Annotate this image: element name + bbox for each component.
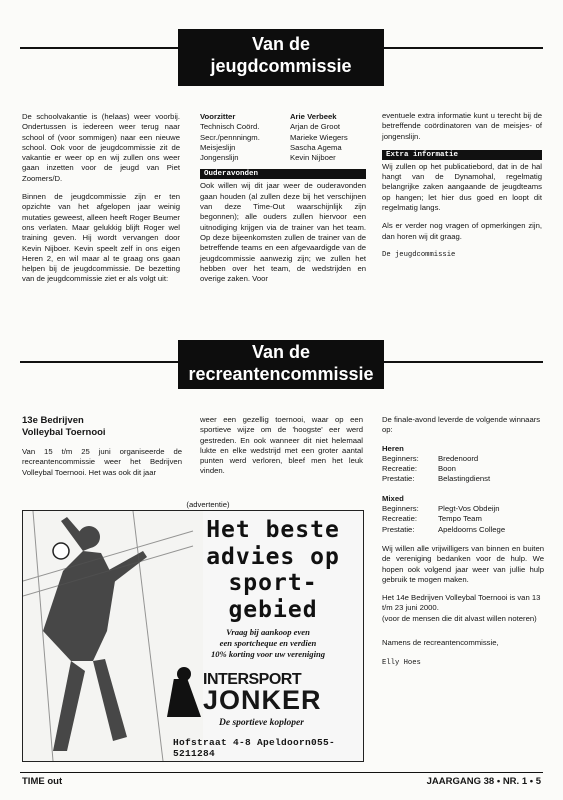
member-name: Sascha Agema (290, 142, 342, 152)
ad-headline-line4: gebied (228, 596, 318, 623)
jeugd-title-line1: Van de (251, 34, 311, 54)
jeugd-title-line2: jeugdcommissie (210, 56, 352, 76)
footer-issue-info: JAARGANG 38 • NR. 1 • 5 (426, 776, 541, 787)
jeugd-paragraph-1: De schoolvakantie is (helaas) weer voorbij. Ondertussen is iedereen weer terug naar school of (voor sommigen) naar een nieuwe school. Ook voor de jeugdcommissie zit de vakantie er weer op en wij zullen ons weer gaan inzetten voor de jeugd van Piet Zoomers/D. (22, 112, 180, 183)
member-name: Arjan de Groot (290, 122, 340, 132)
jeugd-column-2 (200, 112, 366, 284)
ad-headline (183, 517, 363, 623)
winner-category: Prestatie: (382, 524, 415, 534)
next-toernooi-note: (voor de mensen die dit alvast willen noteren) (382, 613, 537, 623)
winner-row (382, 454, 490, 464)
winner-category: Recreatie: (382, 514, 418, 524)
winner-category: Prestatie: (382, 474, 415, 484)
ad-slogan: De sportieve koploper (219, 718, 304, 728)
recreant-column-3 (382, 415, 544, 669)
toernooi-heading-2: Volleybal Toernooi (22, 427, 106, 438)
brand-intersport: INTERSPORT (203, 671, 302, 688)
recreant-signature: Elly Hoes (382, 659, 421, 668)
member-row (200, 122, 366, 132)
winner-row (382, 504, 505, 514)
member-name: Arie Verbeek (290, 112, 337, 121)
jeugd-column-3 (382, 111, 542, 260)
brand-jonker: JONKER (203, 685, 322, 715)
recreant-column-1 (22, 415, 182, 478)
toernooi-heading-1: 13e Bedrijven (22, 415, 84, 426)
jeugd-signature: De jeugdcommissie (382, 250, 456, 259)
ad-offer-line1: Vraag bij aankoop even (226, 627, 310, 637)
winner-row (382, 464, 490, 474)
member-row (200, 153, 366, 163)
member-name: Marieke Wiegers (290, 132, 348, 142)
ad-offer-line2: een sportcheque en verdien (219, 638, 317, 648)
thanks-text: Wij willen alle vrijwilligers van binnen en buiten de vereniging bedanken voor de hulp. We hopen ook volgend jaar weer van jullie hulp gebruik te mogen maken. (382, 543, 544, 584)
footer-rule (20, 772, 543, 773)
winner-team: Plegt-Vos Obdeijn (438, 504, 500, 514)
member-role: Secr./pennningm. (200, 132, 260, 142)
ad-offer (173, 627, 363, 660)
ad-headline-line2: advies op (206, 543, 340, 570)
recreant-title-box (178, 340, 384, 389)
heren-winners (382, 454, 490, 485)
jeugd-col3-paragraph-2: Wij zullen op het publicatiebord, dat in de hal hangt van de Dynamohal, regelmatig belangrijke zaken aangaande de jeugdteams op hangen; let hier dus goed en loopt dit regelmatig langs. (382, 161, 542, 213)
winner-team: Bredenoord (438, 453, 479, 463)
toernooi-paragraph-2: weer een gezellig toernooi, waar op een sportieve wijze om de 'hoogste' eer werd gestreden. En ook wanneer dit niet helemaal lukte en elke wedstrijd met een groter aantal punten werd verloren, bleef men het leuk vinden. (200, 415, 363, 476)
next-toernooi-text: Het 14e Bedrijven Volleybal Toernooi is van 13 t/m 23 juni 2000. (382, 593, 541, 613)
heren-label: Heren (382, 443, 404, 453)
winner-team: Apeldoorns College (438, 524, 506, 534)
namens-text: Namens de recreantencommissie, (382, 638, 499, 648)
member-name: Kevin Nijboer (290, 153, 336, 163)
jeugd-title-box (178, 29, 384, 86)
jeugd-column-1 (22, 112, 180, 293)
ad-headline-line1: Het beste (206, 517, 340, 543)
toernooi-paragraph-1: Van 15 t/m 25 juni organiseerde de recreantencommissie weer het Bedrijven Volleybal Toernooi. Het was ook dit jaar (22, 447, 182, 477)
member-role: Technisch Coörd. (200, 122, 260, 132)
recreant-title-line1: Van de (251, 342, 311, 362)
recreant-title-line2: recreantencommissie (188, 364, 374, 384)
winner-team: Belastingdienst (438, 474, 491, 484)
finale-text: De finale-avond leverde de volgende winnaars op: (382, 415, 541, 435)
winner-team: Boon (438, 464, 456, 474)
member-role: Jongenslijn (200, 153, 239, 163)
winner-row (382, 474, 490, 484)
member-row (200, 143, 366, 153)
winner-team: Tempo Team (438, 514, 482, 524)
ad-offer-line3: 10% korting voor uw vereniging (210, 649, 326, 659)
commission-members-table (200, 112, 366, 163)
winner-category: Beginners: (382, 453, 419, 463)
extra-informatie-heading: Extra informatie (382, 150, 542, 160)
winner-category: Recreatie: (382, 464, 418, 474)
advertisement (22, 510, 364, 762)
intersport-logo (167, 667, 203, 717)
footer-magazine-name: TIME out (22, 776, 63, 787)
winner-row (382, 514, 505, 524)
member-role: Meisjeslijn (200, 142, 236, 152)
member-row (200, 133, 366, 143)
winner-row (382, 525, 505, 535)
jeugd-col3-paragraph-1: eventuele extra informatie kunt u terecht bij de betreffende coördinatoren van de meisjes- of jongenslijn. (382, 111, 542, 141)
recreant-column-2 (200, 415, 363, 485)
jeugd-paragraph-2: Binnen de jeugdcommissie zijn er ten opzichte van het afgelopen jaar weinig mutaties geweest, alleen heeft Roger Beumer ons verlaten. Maar gelukkig blijft Roger wel training geven. Hij wordt vervangen door Kevin Nijboer. Kevin speelt zelf in ons eigen Heren 2, en wil maar al te graag ons gaan helpen bij de jeugdcommissie. De bezetting van de jeugdcommissie ziet er als volgt uit: (22, 192, 180, 284)
ad-address: Hofstraat 4-8 Apeldoorn055-5211284 (173, 737, 336, 759)
member-role: Voorzitter (200, 112, 236, 121)
ad-label: (advertentie) (186, 500, 230, 509)
ouderavonden-heading: Ouderavonden (200, 169, 366, 179)
jeugd-col3-paragraph-3: Als er verder nog vragen of opmerkingen zijn, dan horen wij dit graag. (382, 221, 542, 241)
member-row (200, 112, 366, 122)
winner-category: Beginners: (382, 504, 419, 514)
mixed-label: Mixed (382, 493, 404, 503)
mixed-winners (382, 504, 505, 535)
ouderavonden-text: Ook willen wij dit jaar weer de ouderavonden gaan houden (al zullen deze bij het verschijnen van deze Time-Out waarschijnlijk zijn begonnen); alle ouders zullen hiervoor een uitnodiging krijgen via de trainer van het team. Op deze bijeenkomsten zullen de trainer van de betreffende teams en een afgevaardigde van de jeugdcommissie aanwezig zijn; we zullen het hebben over het team, de wedstrijden en overige zaken. Voor (200, 181, 366, 284)
ad-headline-line3: sport- (228, 570, 318, 596)
